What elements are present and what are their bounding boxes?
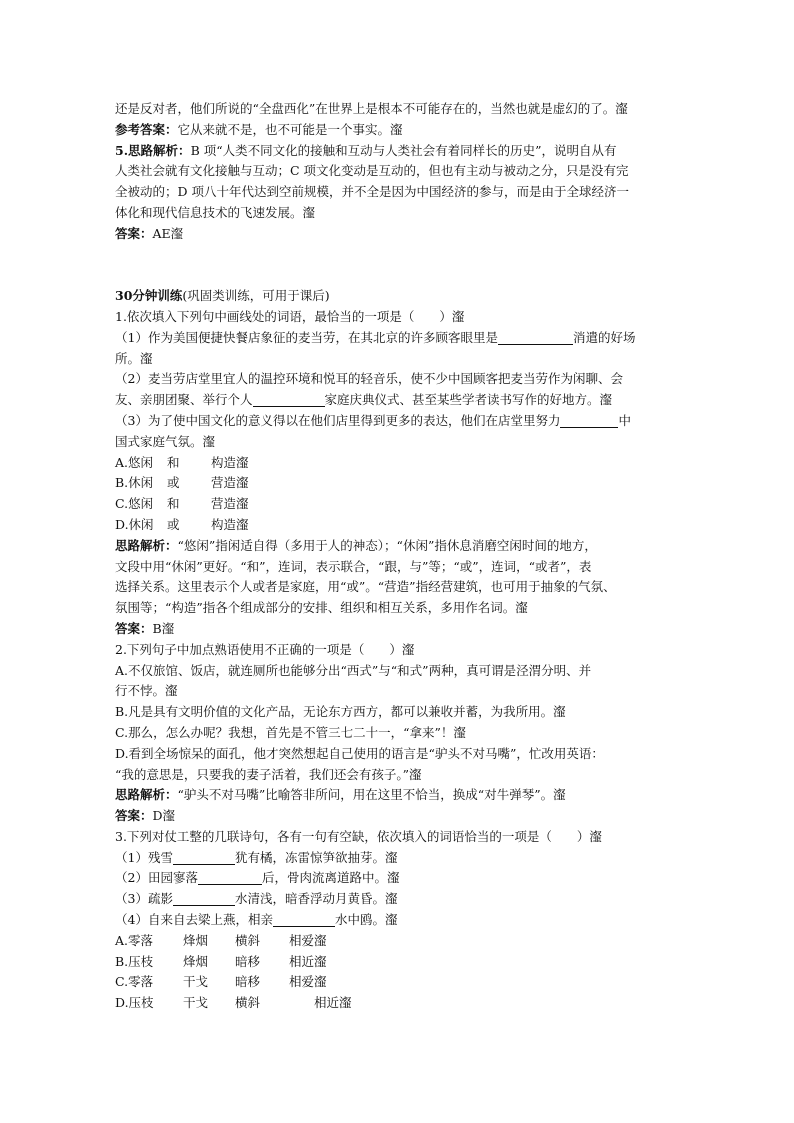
option-word: 暗移 — [235, 974, 261, 990]
text-span: A.不仅旅馆、饭店，就连厕所也能够分出“西式”与“和式”两种，真可谓是泾渭分明、并 — [115, 662, 592, 678]
question-1-answer — [115, 619, 687, 640]
text-span: 消遣的好场 — [572, 329, 636, 345]
text-span: （4）自来自去梁上燕，相亲 — [115, 912, 273, 928]
question-1-stem — [115, 307, 687, 328]
q3-option-d — [115, 993, 687, 1014]
text-line — [115, 349, 687, 370]
poem-line-4 — [115, 910, 687, 931]
text-span: AE瀣 — [152, 225, 184, 241]
text-span: 人类社会就有文化接触与互动；C 项文化变动是互动的，但也有主动与被动之分，只是没有完 — [115, 163, 629, 179]
option-word: 暗移 — [235, 953, 261, 969]
text-span: （3）疏影 — [115, 891, 173, 907]
text-span: C.那么，怎么办呢？我想，首先是不管三七二十一，“拿来”！瀣 — [115, 724, 466, 740]
poem-line-2 — [115, 868, 687, 889]
option-word: 横斜 — [235, 995, 261, 1011]
text-span: 全被动的；D 项八十年代达到空前规模，并不全是因为中国经济的参与，而是由于全球经济一 — [115, 184, 629, 200]
option-word: 烽烟 — [183, 932, 209, 948]
label: 5.思路解析： — [115, 142, 191, 158]
text-span: 1.依次填入下列句中画线处的词语，最恰当的一项是（ ）瀣 — [115, 308, 465, 324]
text-span: 3.下列对仗工整的几联诗句，各有一句有空缺，依次填入的词语恰当的一项是（ ）瀣 — [115, 828, 602, 844]
text-span: 水中鸥。瀣 — [334, 912, 398, 928]
text-span: 犹有橘，冻雷惊笋欲抽芽。瀣 — [234, 849, 398, 865]
question-2-option-a — [115, 661, 687, 682]
option-word: 干戈 — [183, 995, 209, 1011]
option-word: 或 — [167, 516, 180, 532]
text-span: 后，骨肉流离道路中。瀣 — [261, 870, 400, 886]
option-word: A.零落 — [115, 932, 154, 948]
text-span: （3）为了使中国文化的意义得以在他们店里得到更多的表达，他们在店堂里努力 — [115, 412, 561, 428]
text-span: 氛围等；“构造”指各个组成部分的安排、组织和相互关系，多用作名词。瀣 — [115, 600, 528, 616]
document-content — [115, 99, 687, 1014]
option-word: 相近瀣 — [289, 995, 352, 1011]
fill-blank — [560, 413, 618, 428]
text-span: “悠闲”指闲适自得（多用于人的神态）；“休闲”指休息消磨空闲时间的地方， — [177, 537, 597, 553]
question-1-analysis — [115, 536, 687, 557]
text-span: 友、亲朋团聚、举行个人 — [115, 392, 253, 408]
fill-blank — [173, 891, 235, 906]
text-span: D瀣 — [152, 808, 176, 824]
option-word: 营造瀣 — [211, 496, 249, 512]
option-d — [115, 515, 687, 536]
fill-blank — [253, 392, 325, 407]
option-word: 构造瀣 — [211, 454, 249, 470]
text-span: （1）作为美国便捷快餐店象征的麦当劳，在其北京的许多顾客眼里是 — [115, 329, 498, 345]
text-span: 水清浅，暗香浮动月黄昏。瀣 — [234, 891, 398, 907]
text-span: 选择关系。这里表示个人或者是家庭，用“或”。“营造”指经营建筑，也可用于抽象的气氛、 — [115, 579, 616, 595]
option-word: B.休闲 — [115, 475, 154, 491]
section-heading: 30分钟训练 — [115, 288, 183, 304]
option-word: 相爱瀣 — [289, 974, 327, 990]
reference-answer — [115, 120, 687, 141]
text-line — [115, 598, 687, 619]
question-2-option-c — [115, 723, 687, 744]
text-span: 还是反对者，他们所说的“全盘西化”在世界上是根本不可能存在的，当然也就是虚幻的了。瀣 — [115, 101, 628, 116]
text-span: 国式家庭气氛。瀣 — [115, 433, 216, 449]
question-1-sentence-2 — [115, 369, 687, 390]
text-line — [115, 99, 687, 120]
text-span: D.看到全场惊呆的面孔，他才突然想起自己使用的语言是“驴头不对马嘴”，忙改用英语： — [115, 745, 604, 761]
option-word: 营造瀣 — [211, 475, 249, 491]
fill-blank — [173, 850, 235, 865]
option-a — [115, 453, 687, 474]
option-word: 和 — [167, 496, 180, 512]
text-span: 所。瀣 — [115, 350, 153, 366]
text-span: 家庭庆典仪式、甚至某些学者读书写作的好地方。瀣 — [324, 392, 613, 408]
section-subtitle: (巩固类训练，可用于课后) — [182, 288, 330, 304]
poem-line-1 — [115, 848, 687, 869]
option-word: 干戈 — [183, 974, 209, 990]
text-span: 体化和现代信息技术的飞速发展。瀣 — [115, 204, 316, 220]
question-2-stem — [115, 640, 687, 661]
question-1-sentence-1 — [115, 328, 687, 349]
option-word: D.休闲 — [115, 516, 154, 532]
text-span: B 项“人类不同文化的接触和互动与人类社会有着同样长的历史”，说明自从有 — [190, 142, 617, 158]
option-word: 相近瀣 — [289, 953, 327, 969]
label: 答案： — [115, 225, 153, 241]
question-3-stem — [115, 827, 687, 848]
text-span: （1）残雪 — [115, 849, 173, 865]
text-span: “我的意思是，只要我的妻子活着，我们还会有孩子。”瀣 — [115, 766, 422, 782]
option-word: 烽烟 — [183, 953, 209, 969]
option-word: C.零落 — [115, 974, 154, 990]
q3-option-b — [115, 952, 687, 973]
text-line — [115, 203, 687, 224]
option-c — [115, 494, 687, 515]
option-word: C.悠闲 — [115, 496, 154, 512]
question-2-answer — [115, 806, 687, 827]
text-span: 中 — [618, 412, 631, 428]
fill-blank — [273, 912, 335, 927]
option-word: 或 — [167, 475, 180, 491]
text-span: （2）麦当劳店堂里宜人的温控环境和悦耳的轻音乐，使不少中国顾客把麦当劳作为闲聊、会 — [115, 371, 623, 387]
text-line — [115, 765, 687, 786]
analysis-5 — [115, 141, 687, 162]
label: 答案： — [115, 620, 153, 636]
question-1-sentence-3 — [115, 411, 687, 432]
text-span: 它从来就不是，也不可能是一个事实。瀣 — [177, 121, 403, 137]
label: 参考答案： — [115, 121, 178, 137]
option-word: A.悠闲 — [115, 454, 154, 470]
option-word: B.压枝 — [115, 953, 154, 969]
text-line — [115, 432, 687, 453]
option-word: 横斜 — [235, 932, 261, 948]
text-line — [115, 161, 687, 182]
text-line — [115, 681, 687, 702]
label: 答案： — [115, 808, 153, 824]
text-line — [115, 557, 687, 578]
text-line — [115, 577, 687, 598]
question-2-analysis — [115, 785, 687, 806]
poem-line-3 — [115, 889, 687, 910]
label: 思路解析： — [115, 537, 178, 553]
question-2-option-d — [115, 744, 687, 765]
spacer — [115, 245, 687, 287]
question-2-option-b — [115, 702, 687, 723]
text-line — [115, 182, 687, 203]
label: 思路解析： — [115, 787, 178, 803]
option-word: 相爱瀣 — [289, 932, 327, 948]
option-word: 和 — [167, 454, 180, 470]
fill-blank — [498, 330, 573, 345]
option-b — [115, 473, 687, 494]
text-span: B.凡是具有文明价值的文化产品，无论东方西方，都可以兼收并蓄，为我所用。瀣 — [115, 704, 566, 720]
option-word: D.压枝 — [115, 995, 154, 1011]
text-span: “驴头不对马嘴”比喻答非所问，用在这里不恰当，换成“对牛弹琴”。瀣 — [177, 787, 566, 803]
section-title — [115, 286, 687, 307]
fill-blank — [198, 870, 262, 885]
text-span: （2）田园寥落 — [115, 870, 198, 886]
q3-option-c — [115, 972, 687, 993]
text-span: 文段中用“休闲”更好。“和”，连词，表示联合，“跟，与”等；“或”，连词，“或者”，表 — [115, 558, 592, 574]
text-line — [115, 390, 687, 411]
text-span: 2.下列句子中加点熟语使用不正确的一项是（ ）瀣 — [115, 641, 415, 657]
option-word: 构造瀣 — [211, 516, 249, 532]
answer-5 — [115, 224, 687, 245]
q3-option-a — [115, 931, 687, 952]
text-span: B瀣 — [152, 620, 175, 636]
text-span: 行不悖。瀣 — [115, 683, 178, 699]
